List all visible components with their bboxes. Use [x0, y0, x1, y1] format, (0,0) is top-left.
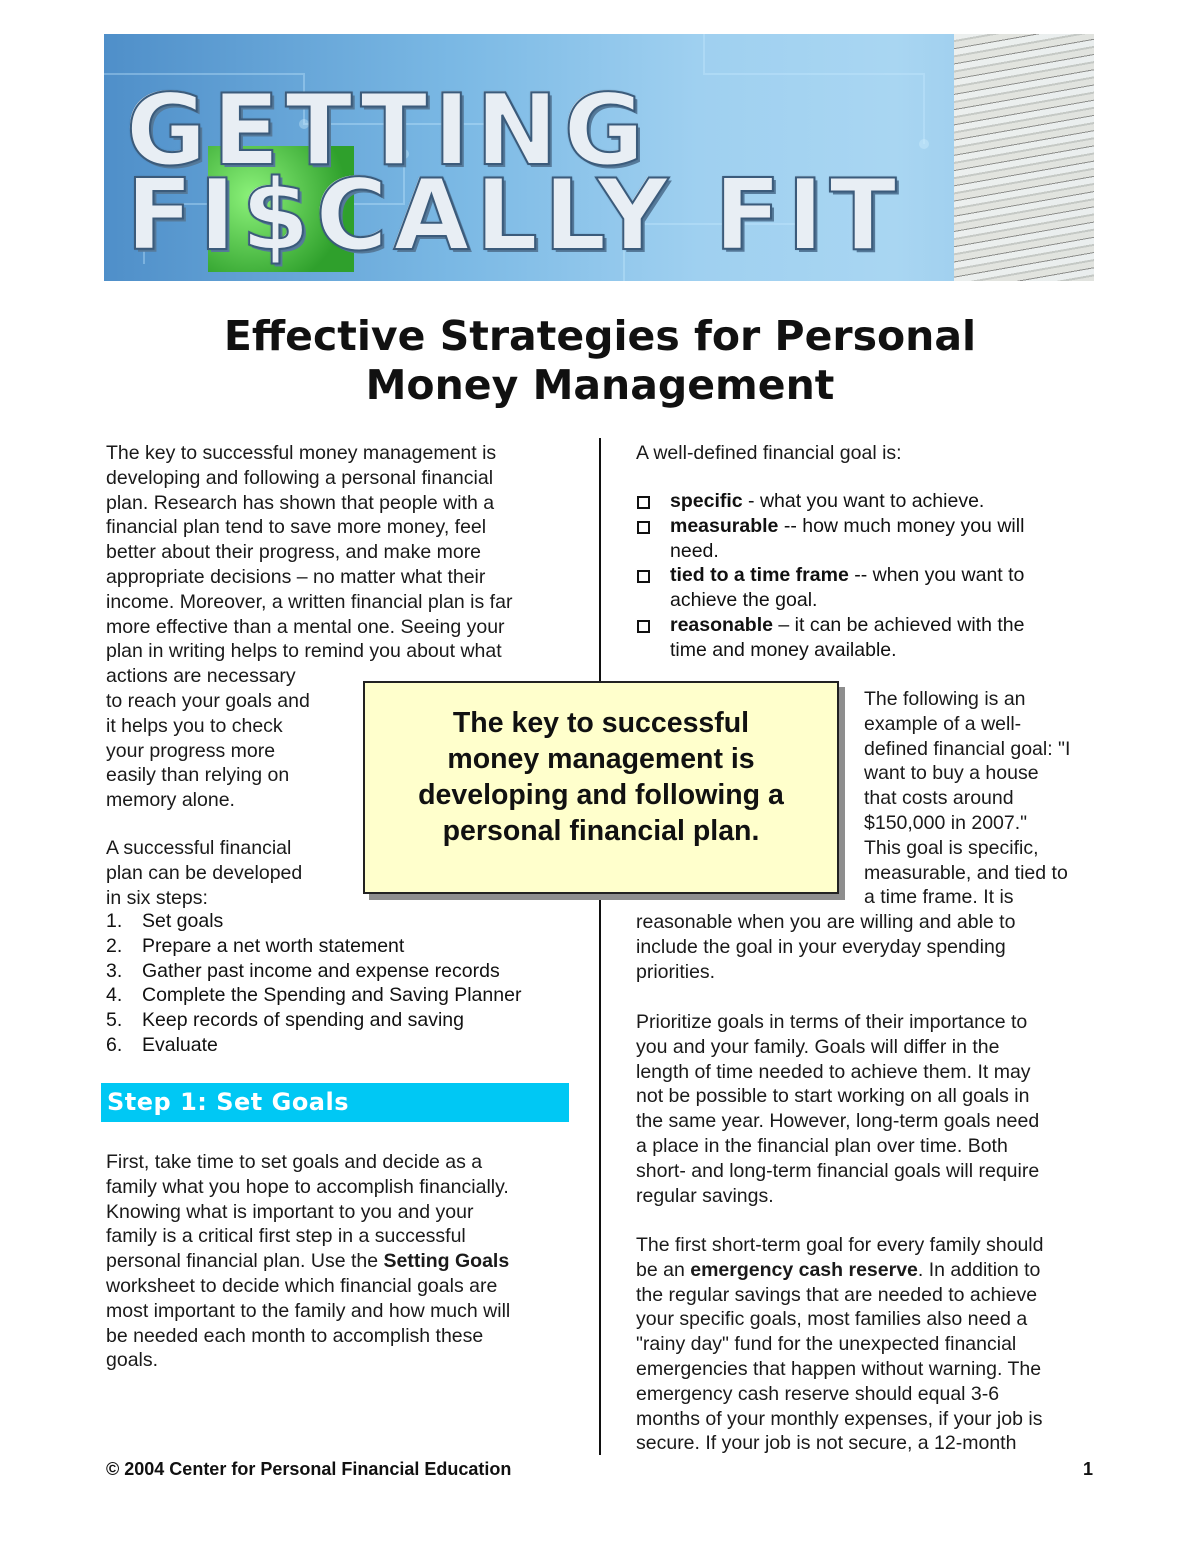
text-line: family is a critical first step in a successful: [106, 1225, 466, 1248]
bullet-term: measurable: [670, 514, 779, 537]
text-line: developing and following a personal financial: [106, 466, 494, 489]
banner-title-line1: GETTING: [126, 74, 651, 188]
text-line: This goal is specific,: [864, 836, 1039, 859]
list-number: 3.: [106, 959, 123, 982]
page-title: [0, 312, 1200, 410]
text-line: plan can be developed: [106, 861, 303, 884]
text-line: priorities.: [636, 960, 716, 983]
banner-title-line2: FI$CALLY FIT: [126, 159, 903, 273]
text-span: be an: [636, 1258, 691, 1281]
text-line: a time frame. It is: [864, 886, 1014, 909]
checkbox-bullet-icon: [637, 620, 650, 633]
list-item: [106, 934, 521, 959]
money-stack-image: [954, 34, 1094, 281]
text-line: memory alone.: [106, 789, 235, 812]
text-line: most important to the family and how much will: [106, 1299, 511, 1322]
list-item: [106, 983, 521, 1008]
list-item: [106, 909, 521, 934]
text-line: First, take time to set goals and decide as a: [106, 1151, 483, 1173]
bullet-text-cont: need.: [670, 539, 719, 562]
text-line: regular savings.: [636, 1184, 774, 1207]
six-steps-intro: [106, 836, 302, 910]
text-span: . In addition to: [917, 1258, 1041, 1281]
text-line: The first short-term goal for every family should: [636, 1234, 1044, 1256]
list-item: [636, 613, 1024, 663]
text-span: personal financial plan. Use the: [106, 1250, 384, 1273]
text-line: include the goal in your everyday spending: [636, 935, 1006, 958]
text-line: Knowing what is important to you and your: [106, 1200, 474, 1223]
text-line: appropriate decisions – no matter what their: [106, 565, 486, 588]
text-line: a place in the financial plan over time. Both: [636, 1134, 1008, 1157]
text-line: you and your family. Goals will differ in the: [636, 1035, 1000, 1058]
column-divider: [599, 438, 601, 1455]
page-title-line: Money Management: [365, 361, 835, 409]
text-line: emergency cash reserve should equal 3-6: [636, 1382, 1000, 1405]
bullet-text: - what you want to achieve.: [742, 490, 985, 512]
text-line: $150,000 in 2007.": [864, 811, 1028, 834]
page-title-line: Effective Strategies for Personal: [223, 312, 977, 360]
list-text: Keep records of spending and saving: [142, 1009, 464, 1032]
text-line: to reach your goals and: [106, 689, 310, 712]
text-line: in six steps:: [106, 886, 208, 909]
text-line: financial plan tend to save more money, feel: [106, 516, 487, 539]
list-text: Gather past income and expense records: [142, 959, 500, 982]
list-item: [636, 489, 1024, 514]
text-line: "rainy day" fund for the unexpected financial: [636, 1333, 1017, 1356]
checkbox-bullet-icon: [637, 496, 650, 509]
list-item: [636, 563, 1024, 613]
text-line: reasonable when you are willing and able to: [636, 911, 1016, 933]
text-line: better about their progress, and make more: [106, 541, 482, 564]
goal-intro: A well-defined financial goal is:: [636, 442, 902, 464]
text-line: the same year. However, long-term goals need: [636, 1110, 1040, 1133]
list-text: Complete the Spending and Saving Planner: [142, 984, 522, 1007]
bullet-text-cont: time and money available.: [670, 638, 897, 661]
text-line: worksheet to decide which financial goals are: [106, 1274, 498, 1297]
goal-criteria-list: [636, 489, 1024, 663]
text-line: defined financial goal: "I: [864, 737, 1071, 760]
text-line: months of your monthly expenses, if your job is: [636, 1407, 1043, 1430]
callout-line: money management is: [447, 743, 755, 775]
header-banner: [104, 34, 1094, 281]
text-line: short- and long-term financial goals will require: [636, 1159, 1040, 1182]
list-item: [106, 1008, 521, 1033]
text-line: length of time needed to achieve them. It may: [636, 1060, 1031, 1083]
text-line: that costs around: [864, 787, 1014, 810]
text-line: the regular savings that are needed to achieve: [636, 1283, 1038, 1306]
step1-heading: Step 1: Set Goals: [107, 1088, 350, 1116]
setting-goals-term: Setting Goals: [383, 1250, 510, 1273]
text-line: not be possible to start working on all goals in: [636, 1085, 1030, 1108]
list-item: [636, 514, 1024, 564]
emergency-paragraph: [636, 1233, 1043, 1456]
list-item: [106, 959, 521, 984]
text-line: want to buy a house: [864, 762, 1039, 785]
text-line: it helps you to check: [106, 714, 283, 737]
pull-quote-callout: [363, 681, 839, 894]
text-line: goals.: [106, 1349, 159, 1372]
list-number: 1.: [106, 910, 123, 932]
prioritize-paragraph: [636, 1010, 1039, 1208]
bullet-term: reasonable: [670, 613, 773, 636]
text-line: measurable, and tied to: [864, 861, 1068, 884]
text-line: be needed each month to accomplish these: [106, 1324, 484, 1347]
text-line: actions are necessary: [106, 665, 296, 688]
emergency-cash-reserve-term: emergency cash reserve: [690, 1258, 918, 1281]
step1-heading-bar: [101, 1083, 569, 1122]
text-line: more effective than a mental one. Seeing your: [106, 615, 505, 638]
bullet-text: – it can be achieved with the: [772, 613, 1025, 636]
bullet-text: -- when you want to: [848, 564, 1025, 587]
text-line: plan. Research has shown that people with a: [106, 491, 495, 514]
text-line: example of a well-: [864, 712, 1022, 735]
text-line: Prioritize goals in terms of their importance to: [636, 1011, 1028, 1033]
list-number: 5.: [106, 1009, 123, 1032]
six-steps-list: [106, 909, 521, 1058]
list-number: 2.: [106, 934, 123, 957]
bullet-text: -- how much money you will: [778, 514, 1025, 537]
checkbox-bullet-icon: [637, 521, 650, 534]
bullet-text-cont: achieve the goal.: [670, 589, 818, 612]
list-text: Set goals: [142, 910, 224, 932]
callout-line: The key to successful: [452, 707, 750, 739]
bullet-term: tied to a time frame: [670, 564, 849, 587]
text-line: emergencies that happen without warning. The: [636, 1357, 1042, 1380]
text-line: your progress more: [106, 739, 276, 762]
list-number: 4.: [106, 984, 123, 1007]
list-text: Evaluate: [142, 1033, 218, 1056]
bullet-term: specific: [670, 490, 743, 512]
text-line: income. Moreover, a written financial plan is far: [106, 590, 513, 613]
list-item: [106, 1033, 521, 1058]
text-line: The key to successful money management is: [106, 442, 497, 464]
list-number: 6.: [106, 1033, 123, 1056]
text-line: [106, 1249, 510, 1274]
text-line: your specific goals, most families also need a: [636, 1308, 1028, 1331]
example-paragraph-cont: [636, 910, 1015, 984]
text-line: A successful financial: [106, 837, 292, 859]
step1-paragraph: [106, 1150, 510, 1373]
page-number: 1: [1083, 1459, 1094, 1479]
text-line: plan in writing helps to remind you about what: [106, 640, 502, 663]
text-line: [636, 1258, 1043, 1283]
checkbox-bullet-icon: [637, 570, 650, 583]
footer-copyright: © 2004 Center for Personal Financial Education: [106, 1459, 512, 1479]
text-line: The following is an: [864, 688, 1026, 710]
callout-line: developing and following a: [418, 779, 784, 811]
callout-line: personal financial plan.: [442, 815, 760, 847]
list-text: Prepare a net worth statement: [142, 934, 405, 957]
text-line: easily than relying on: [106, 764, 290, 787]
text-line: secure. If your job is not secure, a 12-month: [636, 1432, 1017, 1455]
text-line: family what you hope to accomplish financially.: [106, 1175, 509, 1198]
example-paragraph: [864, 687, 1070, 910]
